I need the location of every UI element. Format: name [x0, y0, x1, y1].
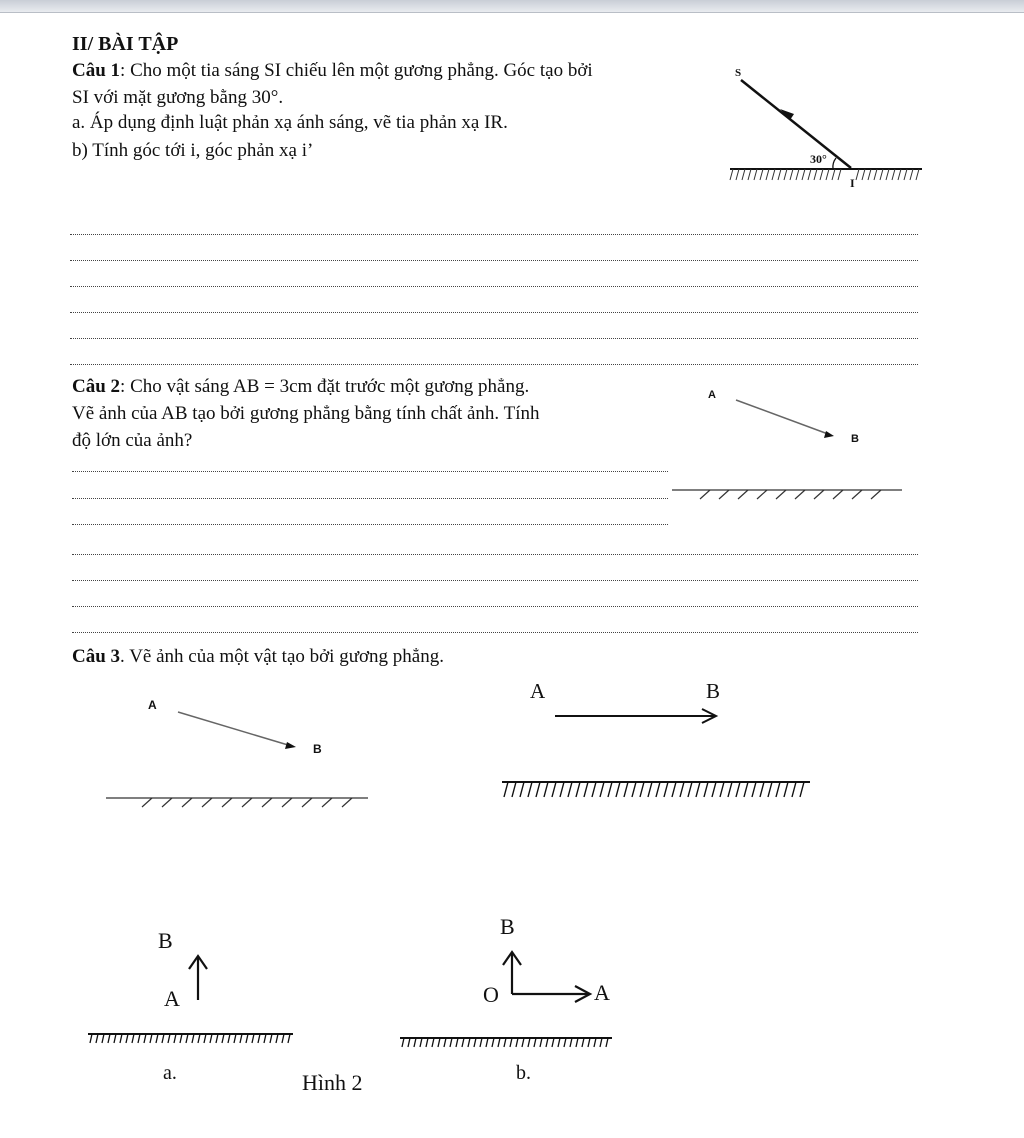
- q2-line3: độ lớn của ảnh?: [72, 430, 193, 451]
- q2-point-b-label: B: [851, 433, 859, 445]
- q3-right-b-label: B: [706, 679, 721, 703]
- fig-b-a-label: A: [594, 980, 610, 1005]
- angle-30-label: 30°: [810, 152, 827, 166]
- q1-part-b: b) Tính góc tới i, góc phản xạ i’: [72, 140, 314, 161]
- q2-point-a-label: A: [708, 389, 716, 401]
- mirror-hatching: [402, 1038, 608, 1047]
- fig-b-sub-label: b.: [516, 1062, 531, 1084]
- q2-line2: Vẽ ảnh của AB tạo bởi gương phẳng bằng tính chất ảnh. Tính: [72, 403, 540, 424]
- q3-left-a-label: A: [148, 698, 157, 712]
- fig-b-o-label: O: [483, 982, 499, 1007]
- fig-b-b-label: B: [500, 914, 515, 939]
- q1-line2: SI với mặt gương bằng 30°.: [72, 87, 284, 108]
- q3-right-a-label: A: [530, 679, 546, 703]
- q3-label: Câu 3: [72, 646, 121, 667]
- mirror-hatching: [90, 1034, 290, 1043]
- point-i-label: I: [850, 176, 855, 190]
- document-page: [0, 12, 1024, 1138]
- hinh2-figures: [0, 12, 1024, 1138]
- fig-a-a-label: A: [164, 986, 180, 1011]
- point-s-label: S: [735, 67, 742, 79]
- q2-line1-text: : Cho vật sáng AB = 3cm đặt trước một gương phẳng.: [120, 376, 530, 397]
- q1-part-a: a. Áp dụng định luật phản xạ ánh sáng, vẽ tia phản xạ IR.: [72, 112, 508, 133]
- q2-label: Câu 2: [72, 376, 121, 397]
- q1-line1-text: : Cho một tia sáng SI chiếu lên một gương phẳng. Góc tạo bởi: [120, 60, 593, 81]
- q3-left-b-label: B: [313, 742, 322, 756]
- section-title: II/ BÀI TẬP: [72, 33, 179, 55]
- fig-a-sub-label: a.: [163, 1062, 177, 1084]
- q3-text: . Vẽ ảnh của một vật tạo bởi gương phẳng.: [120, 646, 444, 667]
- q1-label: Câu 1: [72, 60, 121, 81]
- fig-a-b-label: B: [158, 928, 173, 953]
- hinh2-caption: Hình 2: [302, 1070, 363, 1095]
